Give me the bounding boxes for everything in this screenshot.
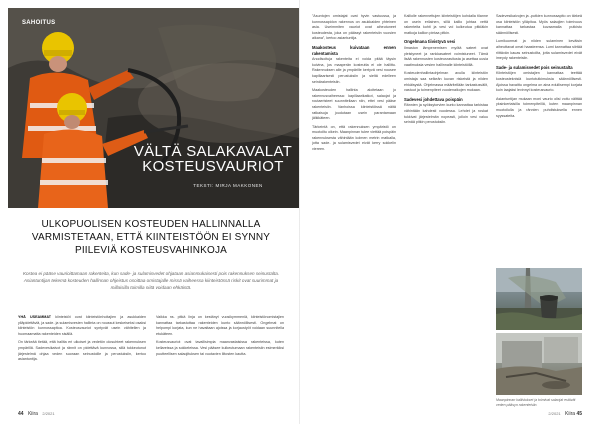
- subheading: Ongelmana tiivistyvä vesi: [404, 39, 456, 45]
- byline: TEKSTI: MIRJA MAKKONEN: [193, 183, 263, 188]
- paragraph: Vaikka ns. pitkä linja on kestänyt vuosikymmeniä, kiinteistönomistajien kannattaa tarkastuttaa rakenteiden kunto säännöllisesti. Ongelmat on helpompi korjata, kun ne havaitaan ajoissa ja korjaustyöt voidaan suunnitella etukäteen.: [156, 315, 284, 336]
- photo-caption: Maanpinnan kallistukset ja toimivat salaojat estävät veden pääsyn rakenteisiin.: [496, 398, 576, 407]
- body-column-right-2: [404, 14, 488, 406]
- subheading: Maakosteus kuivataan ennen rakentamista: [312, 44, 396, 56]
- body-column-right-1: [312, 14, 396, 406]
- lead-photo-illustration: [8, 8, 300, 208]
- body-column-left-2: [156, 315, 284, 407]
- body-column-left-1: [18, 315, 146, 407]
- magazine-name: Kiira: [565, 411, 576, 417]
- paragraph: Kiinteistöjen omistajien kannattaa teettää kosteusteknisiä kuntotutkimuksia säännöllisesti. Ajoissa havaittu ongelma on aina edullisempi korjata kuin laajaksi levinnyt kosteusvaurio.: [496, 71, 582, 93]
- lead-in: YHÄ USEAMMAT: [18, 315, 52, 319]
- paragraph: Maakosteuden hallinta aloitetaan jo rakennusvaiheessa: kapillaarikatkot, salaojat ja routaeristeet suunnitellaan niin, ettei vesi pääse rakenteisiin. Vanhoissa kiinteistöissä näitä ratkaisuja joudutaan usein parantamaan jälkikäteen.: [312, 88, 396, 121]
- paragraph: Kosteusvauriot ovat tavallisimpia maanvastaisissa rakenteissa, kuten kellareissa ja sokkeleissa. Vesi pääsee kulkeutumaan rakenteisiin esimerkiksi puutteellisen salaojituksen tai vuotavien liitosten kautta.: [156, 340, 284, 356]
- paragraph-text: kiinteistöt ovat kiinteistönhoitajien ja asukkaiden ylläpidettäviä, ja sade- ja sulamisvesien hallinta on noussut keskeiseksi osaksi kiinteistön kunnossapitoa. Kosteusvauriot syntyvät usein vähitellen ja huomaamatta rakenteiden sisällä.: [18, 315, 146, 336]
- inset-photo-drain: [496, 268, 582, 330]
- folio-right: [545, 411, 582, 417]
- issue-number: 2/2021: [42, 411, 55, 416]
- paragraph: Asiantuntijan mukaan moni vaurio olisi voitu välttää yksinkertaisilla toimenpiteillä, kuten maanpinnan muotoilulla ja rännien puhdistuksella ennen syyssateita.: [496, 96, 582, 118]
- paragraph: Rännien ja syöksytorvien kunto kannattaa tarkistaa vähintään kahdesti vuodessa. Lehdet ja roskat tukkivat järjestelmän nopeasti, jolloin vesi valuu seinää pitkin perustuksiin.: [404, 103, 488, 125]
- body-column-right-3: [496, 14, 582, 264]
- inset-photo-foundation: [496, 333, 582, 395]
- section-tag: SAHOITUS: [22, 20, 56, 26]
- magazine-name: Kiira: [27, 411, 38, 417]
- paragraph: [18, 315, 146, 337]
- lede: Kostea ei pääse vaurioittamaan rakenteita, kun sade- ja sulamisvedet ohjataan asianmukaisesti pois rakennuksen seinustalta. Asiantuntijan tekemä kosteuden hallinnan ohjeistus osoittaa omistajalle missä vaiheessa kiinteistössä riskit ovat suurimmat ja millaisilla toimilla niitä voidaan ehkäistä.: [22, 271, 280, 290]
- headline: ULKOPUOLISEN KOSTEUDEN HALLINNALLA VARMISTETAAN, ETTÄ KIINTEISTÖÖN EI SYNNY PIILEVIÄ KOSTEUSVAHINKOJA: [31, 219, 271, 256]
- paragraph: Tärkeintä on, että rakennuksen ympäristö on muotoiltu oikein. Maanpinnan tulee viettää poispäin rakennuksesta vähintään kolmen metrin matkalla, jotta sade- ja sulamisvedet eivät kerry sokkelin viereen.: [312, 124, 396, 152]
- folio-left: [18, 411, 55, 417]
- page-number: 45: [576, 411, 582, 417]
- page-number: 44: [18, 411, 24, 417]
- paragraph: Anodisoituja rakenteita ei voida pitää täysin kuivina, jos maaperän kosteutta ei ole hallittu. Rakennuksen alle ja ympärille kertyvä vesi nousee kapillaarisesti perustuksiin ja sieltä edelleen seinärakenteisiin.: [312, 57, 396, 84]
- paragraph: Kosteudenhallintaohjelman avulla kiinteistön omistaja saa selkeän kuvan riskeistä ja niiden ehkäisystä. Ohjelmassa määritellään tarkastusvälit, vastuut ja toimenpiteet vuodenaikojen mukaan.: [404, 71, 488, 93]
- paragraph: Sadevesikaivojen ja -putkien kunnossapito on tärkeä osa kiinteistön ylläpitoa. Myös salaojien toimivuus kannattaa tarkastaa kuvaamalla putkisto säännöllisesti.: [496, 14, 582, 35]
- lead-photo: [8, 8, 300, 208]
- paragraph: Lumikuormat ja niiden sulaminen keväisin aiheuttavat omat haasteensa. Lumi kannattaa siirtää riittävän kauas seinustoilta, jotta sulamisvedet eivät imeydy rakenteisiin.: [496, 39, 582, 61]
- paragraph: Kalliolle rakennettujen kiinteistöjen kohdalla tilanne on usein erilainen, sillä kallio johtaa vettä rakenteita kohti ja vesi voi kulkeutua pitkiäkin matkoja kallion pintaa pitkin.: [404, 14, 488, 35]
- paragraph: Ilmaston lämpenemisen myötä sateet ovat yleistyneet ja rankkasateet voimistuneet. Tämä lisää rakennusten kosteusrasitusta ja asettaa uusia vaatimuksia vesien hallinnalle kiinteistöillä.: [404, 45, 488, 67]
- paragraph: "Asuntojen omistajat ovat hyvin vastuussa, ja kunnossapidon rakennus on asukkaiden yhteinen asia. Useimmiten vauriot ovat aiheutuneet kosteudesta, joka on päässyt rakenteisiin vuosien aikana", kertoo asiantuntija.: [312, 14, 396, 41]
- subheading: Sadevesi johdettava poispäin: [404, 96, 463, 102]
- issue-number: 2/2021: [548, 411, 561, 416]
- subheading: Sade- ja sulamisvedet pois seinustalta: [496, 64, 573, 70]
- paragraph: On tärkeää tietää, että hallita eri ulkoiset ja vedetön olosuhteet rakennuksen ympärillä. Sadevesikaivot ja rännit on pidettävä kunnossa, sillä tukkeutunut järjestelmä ohjaa veden suoraan seinustoille ja perustuksiin, kertoo asiantuntija.: [18, 340, 146, 362]
- article-title: VÄLTÄ SALAKAVALAT KOSTEUSVAURIOT: [133, 143, 293, 175]
- right-page: [300, 0, 600, 424]
